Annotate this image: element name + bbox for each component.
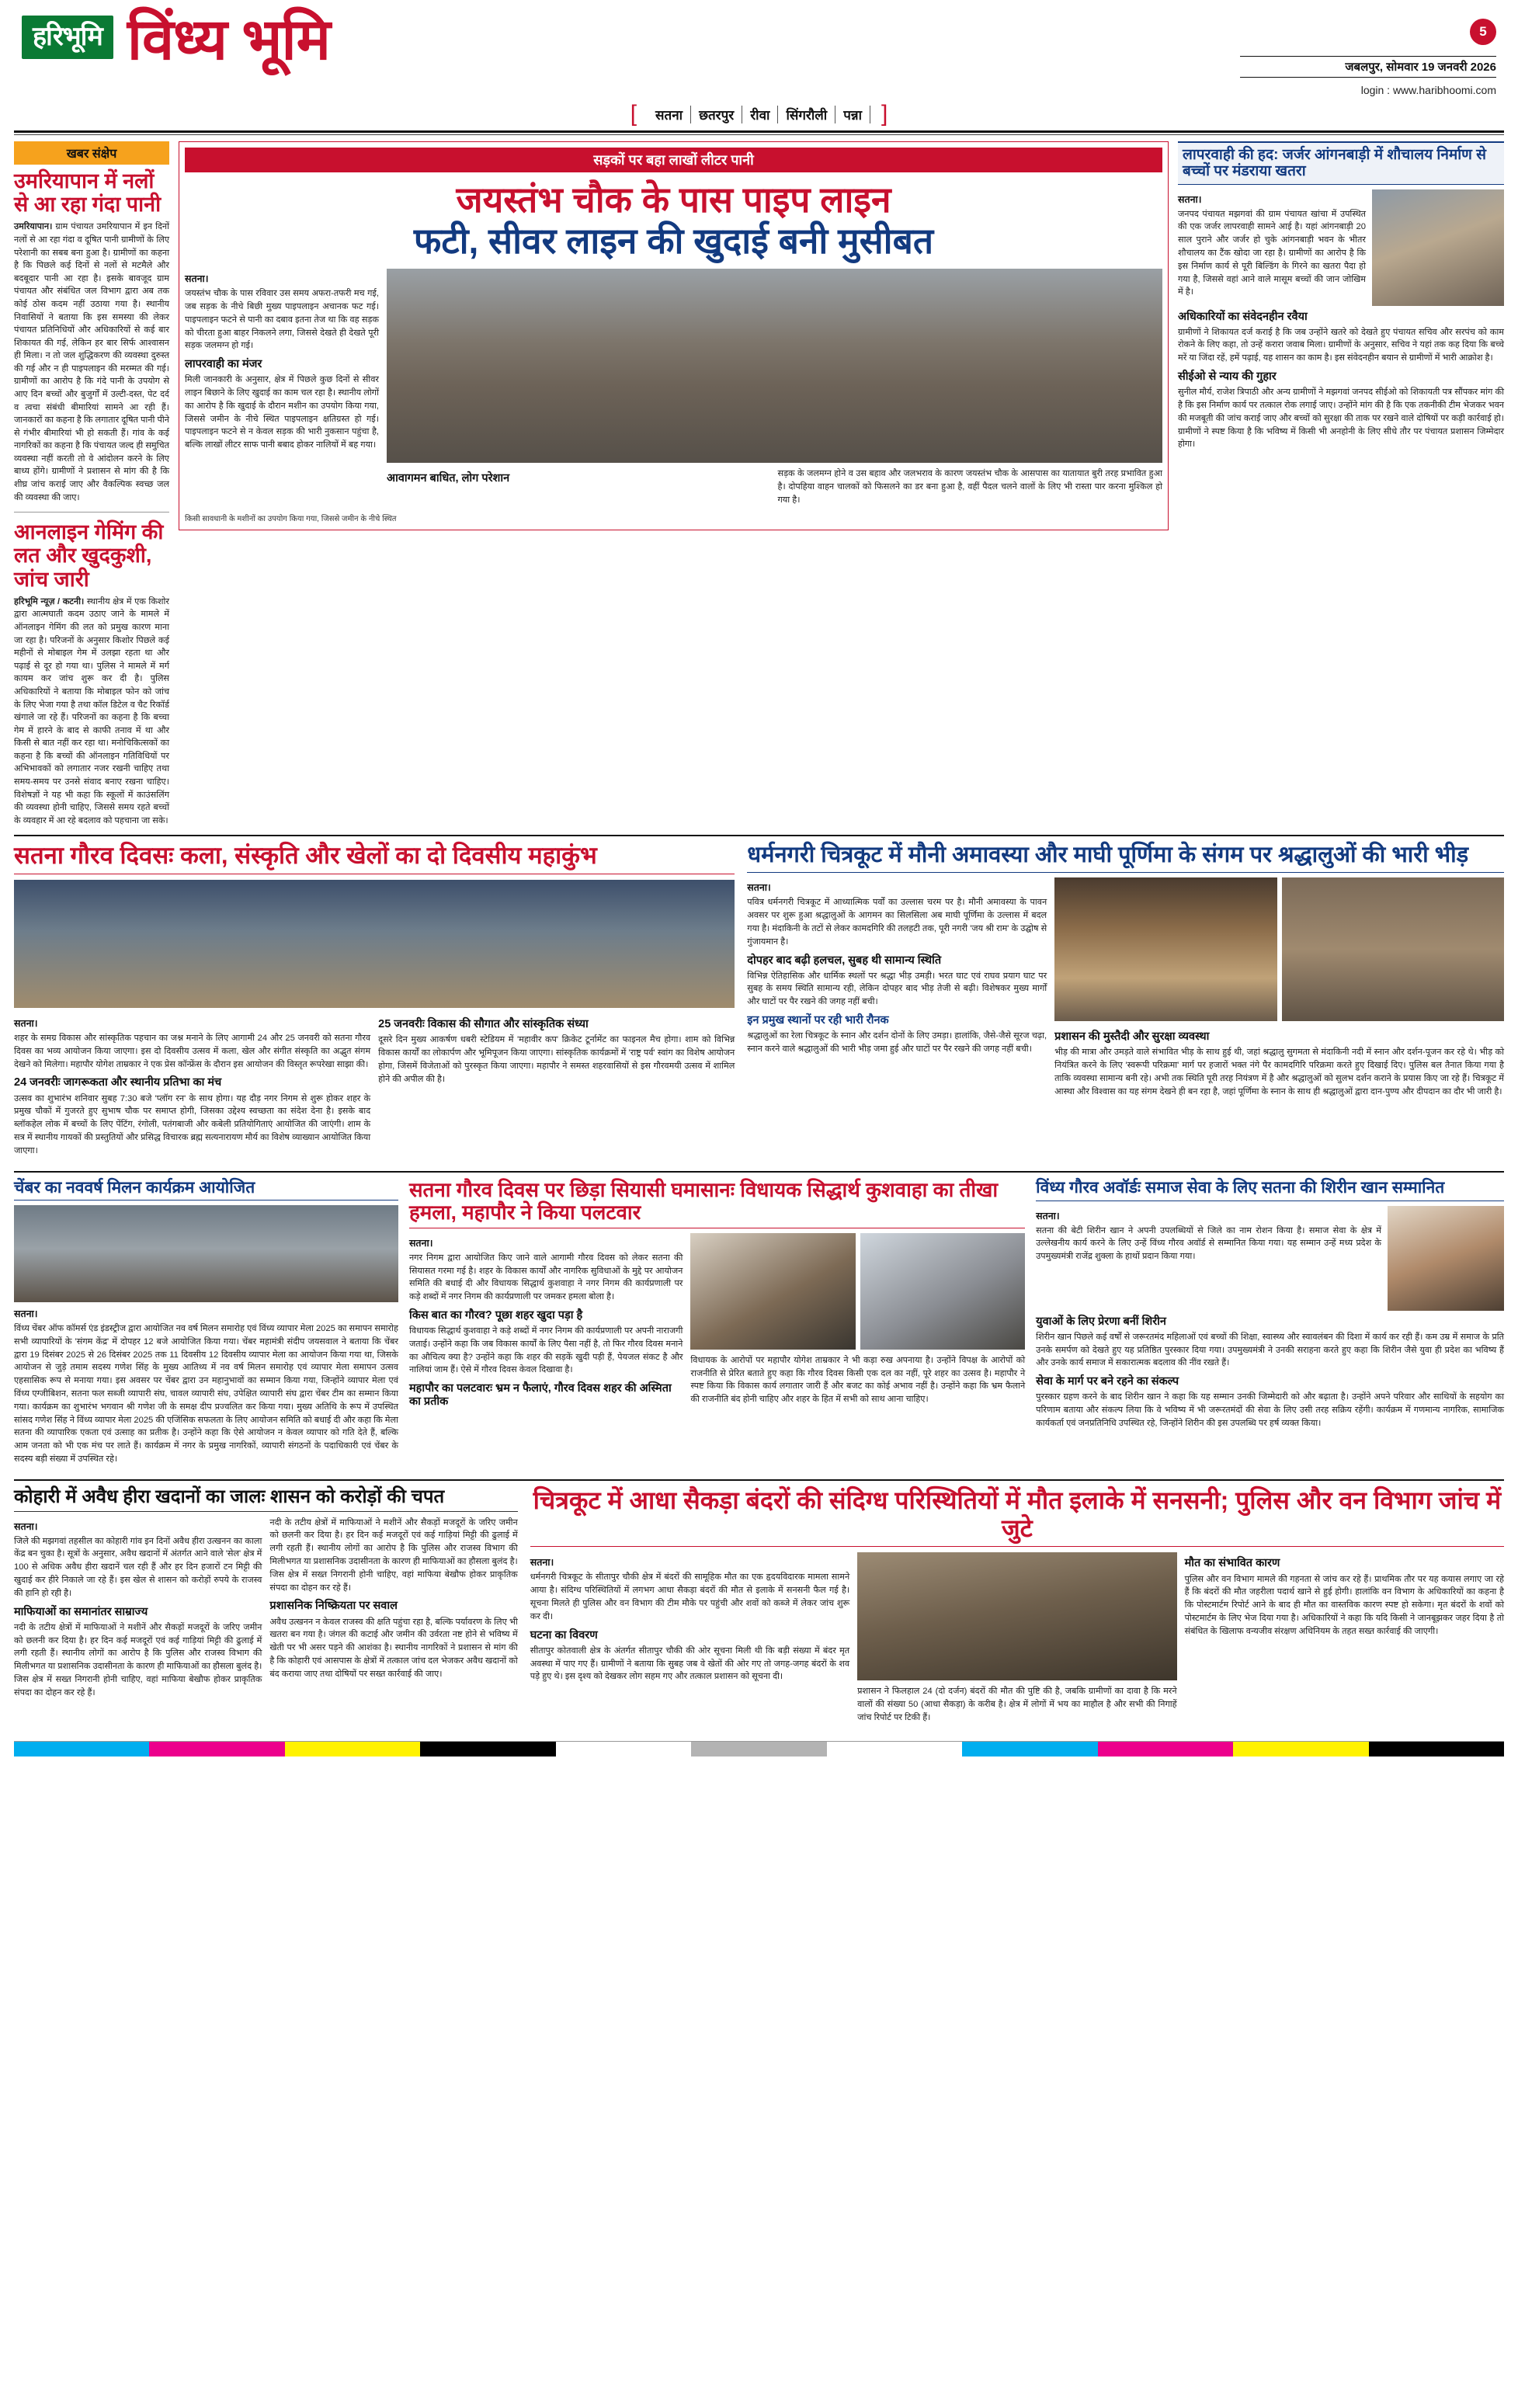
- gaurav-dateline: सतना।: [14, 1018, 38, 1030]
- siyasi-story: [409, 1179, 1025, 1472]
- siyasi-photo-mahapaur: [860, 1233, 1025, 1350]
- brief-dateline-2: हरिभूमि न्यूज़ / कटनी।: [14, 596, 85, 606]
- award-dateline: सतना।: [1036, 1210, 1060, 1221]
- chitrakoot-para-4: भीड़ की मात्रा और उमड़ते वाले संभावित भीड़ के साथ हुई थी, जहां श्रद्धालु सुगमता से मंदाकिनी नदी में स्नान और दर्शन-पूजन कर रहे थे। भीड़ को नियंत्रित करने के लिए 'स्वरूपी परिक्रमा' मार्ग पर हजारों भक्त नंगे पैर कामदगिरि परिक्रमा करते हुए दिखाई दिए। पुलिस बल तैनात किया गया है ताकि व्यवस्था सामान्य बनी रहे। अभी तक स्थिति पूरी तरह नियंत्रण में है और श्रद्धालुओं को सुलभ दर्शन कराने के प्रयास किए जा रहे हैं। चित्रकूट में आस्था और विश्वास का यह संगम देखने ही बन रहा है, जहां पूर्णिमा के स्नान के साथ ही श्रद्धालुओं द्वारा दान-पुण्य और दीपदान का दौर भी जारी है।: [1054, 1048, 1504, 1096]
- siyasi-para-2: विधायक सिद्धार्थ कुशवाहा ने कड़े शब्दों में नगर निगम की कार्यप्रणाली पर अपनी नाराजगी जताई। उन्होंने कहा कि जब विकास कार्यों के लिए पैसा नहीं है, तो फिर गौरव दिवस मनाने का औचित्य क्या है? उन्होंने कहा कि शहर की सड़कें खुदी पड़ी हैं, पेयजल संकट है और नालियां जाम हैं। ऐसे में गौरव दिवस केवल दिखावा है।: [408, 1326, 683, 1375]
- mining-para-2: नदी के तटीय क्षेत्रों में माफियाओं ने मशीनें और सैकड़ों मजदूरों के जरिए जमीन को छलनी कर दिया है। हर दिन कई मजदूरों एवं कई गाड़ियां मिट्टी की ढुलाई में लगी रहती हैं। स्थानीय लोगों का आरोप है कि पुलिस और राजस्व विभाग की मिलीभगत या प्रशासनिक उदासीनता के कारण ही माफियाओं का हौसला बुलंद है। जिस क्षेत्र में सख्त निगरानी होनी चाहिए, वहां माफिया बेखौफ होकर प्राकृतिक संपदा का दोहन कर रहे हैं।: [14, 1622, 262, 1697]
- edition-date: जबलपुर, सोमवार 19 जनवरी 2026: [1240, 56, 1496, 78]
- mining-subhead-1: माफियाओं का समानांतर साम्राज्य: [14, 1605, 148, 1618]
- gaurav-subhead-2: 25 जनवरीः विकास की सौगात और सांस्कृतिक संध्या: [378, 1018, 589, 1031]
- monkeys-dateline: सतना।: [530, 1557, 554, 1569]
- chitrakoot-subhead-3: प्रशासन की मुस्तैदी और सुरक्षा व्यवस्था: [1054, 1030, 1210, 1044]
- masthead-divider-thin: [14, 134, 1504, 135]
- siyasi-dateline: सतना।: [408, 1237, 433, 1249]
- gaurav-headline: सतना गौरव दिवसः कला, संस्कृति और खेलों का दो दिवसीय महाकुंभ: [14, 843, 735, 874]
- haribhoomi-logo: हरिभूमि: [22, 16, 113, 59]
- monkeys-subhead-1: घटना का विवरण: [530, 1628, 598, 1642]
- chitrakoot-para-2: विभिन्न ऐतिहासिक और धार्मिक स्थलों पर श्रद्धा भीड़ उमड़ी। भरत घाट एवं राघव प्रयाग घाट पर सुबह के समय स्थिति सामान्य रही, लेकिन दोपहर बाद भीड़ तेजी से बढ़ी। विशेषकर मुख्य मार्गों और घाटों पर पैर रखने की जगह नहीं बची।: [747, 971, 1047, 1007]
- brief-text-1: ग्राम पंचायत उमरियापान में इन दिनों नलों से आ रहा गंदा व दूषित पानी ग्रामीणों के लिए परेशानी का सबब बना हुआ है। ग्रामीणों का कहना है कि पिछले कई दिनों से नलों से मटमैले और बदबूदार पानी आ रहा है। इसके बावजूद ग्राम पंचायत और संबंधित जल विभाग द्वारा अब तक कोई ठोस कदम नहीं उठाया गया है। स्थानीय निवासियों ने बताया कि इस समस्या की लेकर पंचायत प्रतिनिधियों और अधिकारियों से कई बार शिकायत की गई, लेकिन हर बार सिर्फ आश्वासन ही मिला। न तो जल शुद्धिकरण की व्यवस्था दुरुस्त की गई और न ही पाइपलाइन की मरम्मत की गई। ग्रामीणों का आरोप है कि गंदे पानी के उपयोग से आए दिन बच्चों और बुजुर्गों में उल्टी-दस्त, पेट दर्द व त्वचा संबंधी बीमारियां सामने आ रही हैं। जानकारों का कहना है कि लगातार दूषित पानी पीने से गंभीर बीमारियां भी हो सकती हैं। गांव के कई नागरिकों का कहना है कि पंचायत जल्द ही समुचित व्यवस्था नहीं करती तो वे आंदोलन करने के लिए बाध्य होंगे। ग्रामीणों ने प्रशासन से मांग की है कि शीघ्र जांच कराई जाए और वैकल्पिक स्वच्छ जल की व्यवस्था की जाए।: [14, 222, 170, 502]
- color-swatch-white: [556, 1742, 691, 1756]
- lead-photo: [387, 269, 1162, 463]
- edition-singrauli: सिंगरौली: [778, 106, 835, 123]
- mining-col-2: [269, 1517, 517, 1705]
- lead-photo-column: [387, 269, 1162, 512]
- brief-dateline-1: उमरियापान।: [14, 222, 53, 232]
- mining-para-3: अवैध उत्खनन न केवल राजस्व की क्षति पहुंचा रहा है, बल्कि पर्यावरण के लिए भी खतरा बन गया है। जंगल की कटाई और जमीन की उर्वरता नष्ट होने से भविष्य में खेती पर भी असर पड़ने की आशंका है। स्थानीय नागरिकों ने प्रशासन से मांग की है कि कोहारी एवं आसपास के क्षेत्रों में तत्काल जांच दल भेजकर अवैध खदानों को बंद कराया जाए तथा दोषियों पर सख्त कार्रवाई की जाए।: [269, 1617, 518, 1679]
- award-subhead-1: युवाओं के लिए प्रेरणा बनीं शिरीन: [1036, 1315, 1166, 1328]
- color-swatch-cyan-2: [962, 1742, 1097, 1756]
- gaurav-para-3: दूसरे दिन मुख्य आकर्षण धबरी स्टेडियम में 'महावीर कप' क्रिकेट टूर्नामेंट का फाइनल मैच होगा। शाम को विभिन्न विकास कार्यों का लोकार्पण और भूमिपूजन किया जाएगा। सांस्कृतिक कार्यक्रमों में 'राष्ट्र पर्व' स्वांग का विशेष आयोजन होगा, जिसमें विजेताओं को पुरस्कृत किया जाएगा। महापौर ने समस्त शहरवासियों से इस गौरवमयी उत्सव में शामिल होने की अपील की है।: [378, 1035, 735, 1084]
- monkeys-headline: चित्रकूट में आधा सैकड़ा बंदरों की संदिग्ध परिस्थितियों में मौत इलाके में सनसनी; पुलिस और वन विभाग जांच में जुटे: [530, 1487, 1504, 1548]
- anganwadi-para-3: सुनील मौर्य, राजेश त्रिपाठी और अन्य ग्रामीणों ने मझगवां जनपद सीईओ को शिकायती पत्र सौंपकर मांग की है कि इस निर्माण कार्य पर तत्काल रोक लगाई जाए। उन्होंने मांग की है कि एक तकनीकी टीम भेजकर भवन की मजबूती की जांच कराई जाए और बच्चों को सुरक्षा की ताक पर रखने वाले दोषियों पर कड़ी कार्रवाई हो। ग्रामीणों ने स्पष्ट किया है कि भविष्य में किसी भी अनहोनी के लिए सीधे तौर पर पंचायत प्रशासन जिम्मेदार होगा।: [1178, 387, 1504, 450]
- color-swatch-magenta: [149, 1742, 284, 1756]
- siyasi-para-3: विधायक के आरोपों पर महापौर योगेश ताम्रकार ने भी कड़ा रुख अपनाया है। उन्होंने विपक्ष के आरोपों को राजनीति से प्रेरित बताते हुए कहा कि गौरव दिवस किसी एक दल का नहीं, पूरे शहर का उत्सव है। महापौर ने स्पष्ट किया कि विकास कार्य लगातार जारी हैं और बजट का कोई अभाव नहीं है। उन्होंने कहा कि भ्रम फैलाने की राजनीति बंद होनी चाहिए और शहर के हित में सभी को साथ आना चाहिए।: [690, 1355, 1026, 1405]
- bracket-right-icon: ]: [881, 101, 888, 127]
- chitrakoot-para-1: पवित्र धर्मनगरी चित्रकूट में आध्यात्मिक पर्वों का उल्लास चरम पर है। मौनी अमावस्या के पावन अवसर पर शुरू हुआ श्रद्धालुओं के आगमन का सिलसिला अब माघी पूर्णिमा के उल्लास में बदल गया है। मंदाकिनी के तटों से लेकर कामदगिरि की तलहटी तक, पूरी नगरी 'जय श्री राम' के उद्घोष से गुंजायमान है।: [747, 898, 1047, 947]
- lead-headline-line2: फटी, सीवर लाइन की खुदाई बनी मुसीबत: [413, 220, 934, 261]
- gaurav-subhead-1: 24 जनवरीः जागरूकता और स्थानीय प्रतिभा का मंच: [14, 1076, 222, 1089]
- edition-list: [14, 103, 1504, 126]
- brief-body-2: [14, 596, 169, 827]
- page-number-badge: 5: [1470, 19, 1496, 45]
- siyasi-subhead-1: किस बात का गौरव? पूछा शहर खुदा पड़ा है: [408, 1308, 583, 1322]
- monkeys-col-2: [857, 1552, 1176, 1729]
- award-para-3: पुरस्कार ग्रहण करने के बाद शिरीन खान ने कहा कि यह सम्मान उनकी जिम्मेदारी को और बढ़ाता है। उन्होंने अपने परिवार और साथियों के सहयोग का परिणाम बताया और संकल्प लिया कि वे भविष्य में भी जरूरतमंदों की सेवा के लिए उसी तरह सक्रिय रहेंगी। कार्यक्रम में गणमान्य नागरिक, सामाजिक कार्यकर्ता एवं जनप्रतिनिधि उपस्थित रहे, जिन्होंने शिरीन की इस उपलब्धि पर हर्ष व्यक्त किया।: [1036, 1392, 1504, 1428]
- color-swatch-yellow: [285, 1742, 420, 1756]
- monkeys-col-3: [1185, 1552, 1504, 1729]
- brief-text-2: स्थानीय क्षेत्र में एक किशोर द्वारा आत्मघाती कदम उठाए जाने के मामले में ऑनलाइन गेमिंग की लत को प्रमुख कारण माना जा रहा है। परिजनों के अनुसार किशोर पिछले कई महीनों से मोबाइल गेम में उलझा रहता था और पढ़ाई से दूर हो गया था। पुलिस ने मामले में मर्ग कायम कर जांच शुरू कर दी है। पुलिस अधिकारियों ने बताया कि मोबाइल फोन को जांच के लिए भेजा गया है तथा कॉल डिटेल व चैट रिकॉर्ड खंगाले जा रहे हैं। परिजनों का कहना है कि बच्चा गेम में हारने के बाद से काफी तनाव में था और किसी से बात नहीं कर रहा था। मनोचिकित्सकों का कहना है कि बच्चों की ऑनलाइन गतिविधियों पर अभिभावकों को लगातार नजर रखनी चाहिए तथा समय-समय पर उनसे संवाद बनाए रखना चाहिए। विशेषज्ञों ने यह भी कहा कि स्कूलों में काउंसलिंग की व्यवस्था होनी चाहिए, जिससे समय रहते बच्चों के व्यवहार में आ रहे बदलाव को पहचाना जा सके।: [14, 596, 170, 825]
- lead-para-2: मिली जानकारी के अनुसार, क्षेत्र में पिछले कुछ दिनों से सीवर लाइन बिछाने के लिए खुदाई का काम चल रहा है। स्थानीय लोगों का आरोप है कि खुदाई के दौरान मशीन का उपयोग किया गया, जिससे जमीन के नीचे स्थित पाइपलाइन क्षतिग्रस्त हो गई। पाइपलाइन फटने से न केवल सड़क की भारी नुकसान पहुंचा है, बल्कि लाखों लीटर साफ पानी बबाद होकर नालियों में बह गया।: [185, 375, 379, 450]
- website-login: login : www.haribhoomi.com: [1360, 84, 1496, 96]
- lead-photo-caption: किसी सावधानी के मशीनों का उपयोग किया गया, जिससे जमीन के नीचे स्थित: [185, 514, 397, 523]
- anganwadi-para-2: ग्रामीणों ने शिकायत दर्ज कराई है कि जब उन्होंने खतरे को देखते हुए पंचायत सचिव और सरपंच को काम रोकने के लिए कहा, तो उन्हें करारा जवाब मिला। ग्रामीणों के अनुसार, सचिव ने यहां तक कह दिया कि बच्चे मरें या जिंदा रहें, हमें पढ़ाई, यह शासन का काम है। इस संवेदनहीन बयान से ग्रामीणों में भारी आक्रोश है।: [1178, 327, 1504, 363]
- gaurav-photo: [14, 880, 735, 1008]
- monkeys-subhead-2: मौत का संभावित कारण: [1184, 1557, 1280, 1570]
- monkeys-para-4: प्रशासन ने फिलहाल 24 (दो दर्जन) बंदरों की मौत की पुष्टि की है, जबकि ग्रामीणों का दावा है कि मरने वालों की संख्या 50 (आधा सैकड़ा) के करीब है। क्षेत्र में लोगों में भय का माहौल है और सभी की निगाहें जांच रिपोर्ट पर टिकी हैं।: [857, 1687, 1177, 1723]
- anganwadi-subhead-1: अधिकारियों का संवेदनहीन रवैया: [1178, 310, 1308, 323]
- award-text: [1036, 1206, 1381, 1311]
- anganwadi-story: [1178, 141, 1504, 827]
- anganwadi-headline: लापरवाही की हद: जर्जर आंगनबाड़ी में शौचालय निर्माण से बच्चों पर मंडराया खतरा: [1178, 141, 1504, 185]
- siyasi-headline: सतना गौरव दिवस पर छिड़ा सियासी घमासानः विधायक सिद्धार्थ कुशवाहा का तीखा हमला, महापौर ने किया पलटवार: [409, 1179, 1025, 1228]
- lead-dateline: सतना।: [185, 273, 209, 285]
- chamber-story: [14, 1179, 398, 1472]
- siyasi-photo-vidhayak: [690, 1233, 855, 1350]
- award-photo: [1388, 1206, 1504, 1311]
- award-para-1: सतना की बेटी शिरीन खान ने अपनी उपलब्धियों से जिले का नाम रोशन किया है। समाज सेवा के क्षेत्र में उल्लेखनीय कार्य करने के लिए उन्हें विंध्य गौरव अवॉर्ड से सम्मानित किया गया। यह सम्मान उन्हें मध्य प्रदेश के उपमुख्यमंत्री राजेंद्र शुक्ला के हाथों प्रदान किया गया।: [1036, 1225, 1381, 1262]
- gaurav-col-1: [14, 1013, 370, 1162]
- chitrakoot-para-3: श्रद्धालुओं का रेला चित्रकूट के स्नान और दर्शन दोनों के लिए उमड़ा। हालांकि, जैसे-जैसे सूरज चढ़ा, स्नान करने वाले श्रद्धालुओं की भारी भीड़ जमा हुई और घाटों पर पैर रखने की जगह नहीं बची।: [747, 1031, 1047, 1054]
- section-divider-1: [14, 835, 1504, 836]
- lead-story: [179, 141, 1169, 827]
- monkeys-para-1: धर्मनगरी चित्रकूट के सीतापुर चौकी क्षेत्र में बंदरों की सामूहिक मौत का एक हृदयविदारक मामला सामने आया है। संदिग्ध परिस्थितियों में लगभग आधा सैकड़ा बंदरों की मौत से इलाके में सनसनी फैल गई है। सूचना मिलते ही पुलिस और वन विभाग की टीम मौके पर पहुंची और शवों को कब्जे में लेकर जांच शुरू कर दी।: [530, 1572, 850, 1621]
- edition-chhatarpur: छतरपुर: [691, 106, 742, 123]
- brief-headline-2: आनलाइन गेमिंग की लत और खुदकुशी, जांच जारी: [14, 520, 164, 591]
- chitrakoot-subhead-2: इन प्रमुख स्थानों पर रही भारी रौनक: [747, 1014, 889, 1027]
- third-band: [14, 1179, 1504, 1472]
- chitrakoot-col-2b: [1284, 1026, 1504, 1046]
- award-subhead-2: सेवा के मार्ग पर बने रहने का संकल्प: [1036, 1375, 1179, 1388]
- chitrakoot-col-2: [1054, 877, 1504, 1103]
- edition-panna: पन्ना: [835, 106, 870, 123]
- chitrakoot-photo-2: [1282, 877, 1504, 1021]
- chitrakoot-subhead-1: दोपहर बाद बढ़ी हलचल, सुबह थी सामान्य स्थिति: [747, 954, 942, 967]
- section-divider-3: [14, 1479, 1504, 1481]
- mining-headline: कोहारी में अवैध हीरा खदानों का जालः शासन को करोड़ों की चपत: [14, 1487, 518, 1512]
- brief-headline-1: उमरियापान में नलों से आ रहा गंदा पानी: [14, 169, 162, 217]
- lead-para-1: जयस्तंभ चौक के पास रविवार उस समय अफरा-तफरी मच गई, जब सड़क के नीचे बिछी मुख्य पाइपलाइन अचानक फट गई। पाइपलाइन फटने से पानी का दबाव इतना तेज था कि वह सड़क को चीरता हुआ बाहर निकलने लगा, जिससे देखते ही देखते पूरी सड़क जलमग्न हो गई।: [185, 289, 379, 351]
- gaurav-columns: [14, 1013, 735, 1162]
- chamber-photo: [14, 1205, 398, 1302]
- lead-para-3: सड़क के जलमग्न होने व उस बहाव और जलभराव के कारण जयस्तंभ चौक के आसपास का यातायात बुरी तरह प्रभावित हुआ है। दोपहिया वाहन चालकों को फिसलने का डर बना हुआ है, वहीं पैदल चलने वालों के लिए भी रास्ता पार करना मुश्किल हो गया है।: [777, 469, 1162, 505]
- page-title: विंध्य भूमि: [127, 7, 330, 71]
- color-swatch-magenta-2: [1098, 1742, 1233, 1756]
- chitrakoot-col-2a: [1054, 1026, 1275, 1046]
- monkeys-story: [530, 1487, 1504, 1730]
- news-brief-rail: [14, 141, 169, 827]
- edition-rewa: रीवा: [742, 106, 778, 123]
- chitrakoot-col-1: [747, 877, 1047, 1103]
- gaurav-para-2: उत्सव का शुभारंभ शनिवार सुबह 7:30 बजे 'प्लॉग रन' के साथ होगा। यह दौड़ नगर निगम से शुरू होकर शहर के प्रमुख चौकों में गुजरते हुए सुभाष चौक पर समाप्त होगी, जिसका उद्देश्य स्वच्छता का संदेश देना है। इसके बाद ब्लॉकहेल लोक में बच्चों के लिए पेंटिंग, रंगोली, पतंगबाजी और कबेली प्रतियोगिताएं आयोजित की जाएंगी। शाम के सत्र में स्थानीय गायकों की प्रस्तुतियों और प्रसिद्ध विचारक ब्रह्म सत्यनारायण मौर्य का विशेष व्याख्यान आयोजित किया जाएगा।: [14, 1093, 371, 1155]
- edition-satna: सतना: [648, 106, 691, 123]
- color-swatch-cyan: [14, 1742, 149, 1756]
- monkeys-col-1: [530, 1552, 849, 1729]
- lead-photo-caption-wrap: [387, 467, 772, 512]
- siyasi-para-1: नगर निगम द्वारा आयोजित किए जाने वाले आगामी गौरव दिवस को लेकर सतना की सियासत गरमा गई है। शहर के विकास कार्यों और नागरिक सुविधाओं के मुद्दे पर आयोजन समिति की बधाई दी और विधायक सिद्धार्थ कुशवाहा ने नगर निगम की कार्यप्रणाली पर कड़े शब्दों में नगर निगम की कार्यप्रणाली पर जमकर हमला बोला है।: [408, 1253, 683, 1302]
- color-swatch-black-2: [1369, 1742, 1504, 1756]
- anganwadi-text: [1178, 189, 1366, 306]
- chamber-headline: चेंबर का नववर्ष मिलन कार्यक्रम आयोजित: [14, 1179, 398, 1201]
- lead-subhead-1: लापरवाही का मंजर: [185, 358, 262, 371]
- siyasi-subhead-2: महापौर का पलटवारः भ्रम न फैलाएं, गौरव दिवस शहर की अस्मिता का प्रतीक: [408, 1382, 672, 1409]
- gaurav-para-1: शहर के समग्र विकास और सांस्कृतिक पहचान का जश्न मनाने के लिए आगामी 24 और 25 जनवरी को सतना गौरव दिवस का भव्य आयोजन किया जाएगा। इस दो दिवसीय उत्सव में कला, खेल और संगीत संस्कृति का अद्भुत संगम देखने को मिलेगा। महापौर योगेश ताम्रकार ने एक प्रेस कॉन्फ्रेंस के दौरान इस आयोजन की विस्तृत रूपरेखा साझा की।: [14, 1034, 371, 1069]
- brief-body-1: [14, 221, 169, 504]
- lead-story-box: [179, 141, 1169, 530]
- lead-para3-wrap: [778, 467, 1163, 512]
- masthead-divider: [14, 130, 1504, 133]
- color-swatch-black: [420, 1742, 555, 1756]
- mining-story: [14, 1487, 518, 1730]
- gaurav-col-2: [378, 1013, 735, 1162]
- mining-col-1: [14, 1517, 262, 1705]
- news-brief-tag: खबर संक्षेप: [14, 141, 169, 165]
- mining-para-2b: नदी के तटीय क्षेत्रों में माफियाओं ने मशीनें और सैकड़ों मजदूरों के जरिए जमीन को छलनी कर दिया है। हर दिन कई मजदूरों एवं कई गाड़ियां मिट्टी की ढुलाई में लगी रहती हैं। स्थानीय लोगों का आरोप है कि पुलिस और राजस्व विभाग की मिलीभगत या प्रशासनिक उदासीनता के कारण ही माफियाओं का हौसला बुलंद है। जिस क्षेत्र में सख्त निगरानी होनी चाहिए, वहां माफिया बेखौफ होकर प्राकृतिक संपदा का दोहन कर रहे हैं।: [269, 1517, 518, 1593]
- chitrakoot-headline: धर्मनगरी चित्रकूट में मौनी अमावस्या और माघी पूर्णिमा के संगम पर श्रद्धालुओं की भारी भीड़: [747, 843, 1504, 873]
- chitrakoot-dateline: सतना।: [747, 882, 771, 894]
- masthead: [14, 7, 1504, 96]
- lead-kicker: सड़कों पर बहा लाखों लीटर पानी: [185, 148, 1162, 172]
- monkeys-photo: [857, 1552, 1176, 1680]
- anganwadi-photo: [1372, 189, 1504, 306]
- chitrakoot-photo-1: [1054, 877, 1277, 1021]
- color-swatch-gray: [691, 1742, 826, 1756]
- award-story: [1036, 1179, 1504, 1472]
- chitrakoot-story: [747, 843, 1504, 1162]
- section-divider-2: [14, 1171, 1504, 1173]
- award-para-2: शिरीन खान पिछले कई वर्षों से जरूरतमंद महिलाओं एवं बच्चों की शिक्षा, स्वास्थ्य और स्वावलंबन की दिशा में कार्य कर रही हैं। कम उम्र में समाज के प्रति उनके समर्पण को देखते हुए यह प्रतिष्ठित पुरस्कार दिया गया। उपमुख्यमंत्री ने उनकी सराहना करते हुए कहा कि शिरीन जैसे युवा ही प्रदेश का भविष्य हैं और उनके कार्य समाज में सकारात्मक बदलाव की नींव रखते हैं।: [1036, 1332, 1504, 1368]
- color-swatch-white-2: [827, 1742, 962, 1756]
- fourth-band: [14, 1487, 1504, 1730]
- monkeys-para-2: सीतापुर कोतवाली क्षेत्र के अंतर्गत सीतापुर चौकी की ओर सूचना मिली थी कि बड़ी संख्या में बंदर मृत अवस्था में पाए गए हैं। ग्रामीणों ने बताया कि सुबह जब वे खेतों की ओर गए तो जगह-जगह बंदरों के शव पड़े हुए थे। इस दृश्य को देखकर लोग सहम गए और तत्काल प्रशासन को सूचना दी।: [530, 1645, 850, 1682]
- monkeys-para-3: पुलिस और वन विभाग मामले की गहनता से जांच कर रहे हैं। प्राथमिक तौर पर यह कयास लगाए जा रहे हैं कि बंदरों की मौत जहरीला पदार्थ खाने से हुई होगी। हालांकि वन विभाग के अधिकारियों का कहना है कि पोस्टमार्टम रिपोर्ट आने के बाद ही मौत का वास्तविक कारण स्पष्ट हो सकेगा। मृत बंदरों के शवों को पोस्टमार्टम के लिए भेज दिया गया है। अधिकारियों ने कहा कि यदि किसी ने जानबूझकर जहर दिया है तो संबंधित के खिलाफ वन्यजीव संरक्षण अधिनियम के तहत सख्त कार्रवाई की जाएगी।: [1184, 1574, 1504, 1636]
- color-swatch-yellow-2: [1233, 1742, 1368, 1756]
- second-band: [14, 843, 1504, 1162]
- chamber-dateline: सतना।: [14, 1308, 38, 1320]
- gaurav-story: [14, 843, 735, 1162]
- mining-subhead-2: प्रशासनिक निष्क्रियता पर सवाल: [269, 1600, 398, 1613]
- bracket-left-icon: [: [630, 101, 637, 127]
- anganwadi-para-1: जनपद पंचायत मझगवां की ग्राम पंचायत खांचा में उपस्थित की एक जर्जर लापरवाही सामने आई है। यहां आंगनबाड़ी 20 साल पुराने और जर्जर हो चुके आंगनबाड़ी भवन के भीतर शौचालय का टैंक खोदा जा रहा है। ग्रामीणों का आरोप है कि इस निर्माण कार्य से पूरी बिल्डिंग के गिरने का खतरा पैदा हो गया है, जिससे वहां आने वाले मासूम बच्चों की जान जोखिम में है।: [1178, 209, 1366, 297]
- lead-text-column: [185, 269, 379, 512]
- anganwadi-dateline: सतना।: [1178, 193, 1202, 205]
- chamber-para-1: विंध्य चेंबर ऑफ कॉमर्स एंड इंडस्ट्रीज द्वारा आयोजित नव वर्ष मिलन समारोह एवं विंध्य व्यापार मेला 2025 का समापन समारोह सभी व्यापारियों के 'संगम केंद्र' में दोपहर 12 बजे आयोजित किया गया। चेंबर महामंत्री संदीप जयसवाल ने बताया कि चेंबर द्वारा 19 दिसंबर 2025 से 26 दिसंबर 2025 तक 11 दिवसीय 12 दिवसीय व्यापार मेला का आयोजन किया गया था, जिसके आयोजन से जुड़े तमाम सदस्य गणेश सिंह के मुख्य आतिथ्य में नव वर्ष मिलन समारोह एवं व्यापार मेला समापन उत्सव एहसासिक रूप से मनाया गया। इस अवसर पर चेंबर द्वारा उन महानुभावों का सम्मान किया गया, जिन्होंने व्यापार मेला एवं विंध्य एग्जीबिशन, सतना फल सब्जी व्यापारी संघ, चावल व्यापारी संघ, उपेक्षित व्यापारी संघ द्वारा चेंबर टीम का सम्मान किया गया। कार्यक्रम का शुभारंभ भगवान श्री गणेश जी के समक्ष दीप प्रज्वलित कर किया गया। मुख्य अतिथि के रूप में उपस्थित सांसद गणेश सिंह ने विंध्य व्यापार मेला 2025 की एजिंसिक सफलता के लिए आयोजन समिति को बधाई दी और कहा कि मेला सतना की व्यापारिक एकता एवं उत्साह का प्रतीक है। उन्होंने कहा कि ऐसे आयोजन न केवल व्यापार को गति देते हैं, बल्कि आम जनता को भी एक मंच पर लाते हैं। कार्यक्रम में नगर के प्रमुख नागरिकों, व्यापारी संगठनों के पदाधिकारी एवं चेंबर के सदस्य बड़ी संख्या में उपस्थित रहे।: [14, 1324, 398, 1464]
- rail-divider: [14, 512, 169, 513]
- mining-para-1: जिले की मझगवां तहसील का कोहारी गांव इन दिनों अवैध हीरा उत्खनन का काला केंद्र बन चुका है। सूत्रों के अनुसार, अवैध खदानों में अंतर्गत आने वाले 'सेल' क्षेत्र में 100 से अधिक अवैध हीरा खदानें चल रही हैं और हर दिन हजारों टन मिट्टी की खुदाई कर हीरे निकाले जा रहे हैं। इस खेल से शासन को करोड़ों रुपये के राजस्व की हानि हो रही है।: [14, 1536, 262, 1598]
- color-registration-bar: [14, 1741, 1504, 1756]
- siyasi-col-2: [690, 1233, 1025, 1412]
- siyasi-col-1: [409, 1233, 683, 1412]
- award-headline: विंध्य गौरव अवॉर्डः समाज सेवा के लिए सतना की शिरीन खान सम्मानित: [1036, 1179, 1504, 1201]
- lead-headline-line1: जयस्तंभ चौक के पास पाइप लाइन: [456, 179, 891, 220]
- anganwadi-subhead-2: सीईओ से न्याय की गुहार: [1178, 370, 1277, 384]
- lead-subhead-2: आवागमन बाधित, लोग परेशान: [387, 472, 510, 485]
- top-section: [14, 141, 1504, 827]
- mining-dateline: सतना।: [14, 1520, 38, 1532]
